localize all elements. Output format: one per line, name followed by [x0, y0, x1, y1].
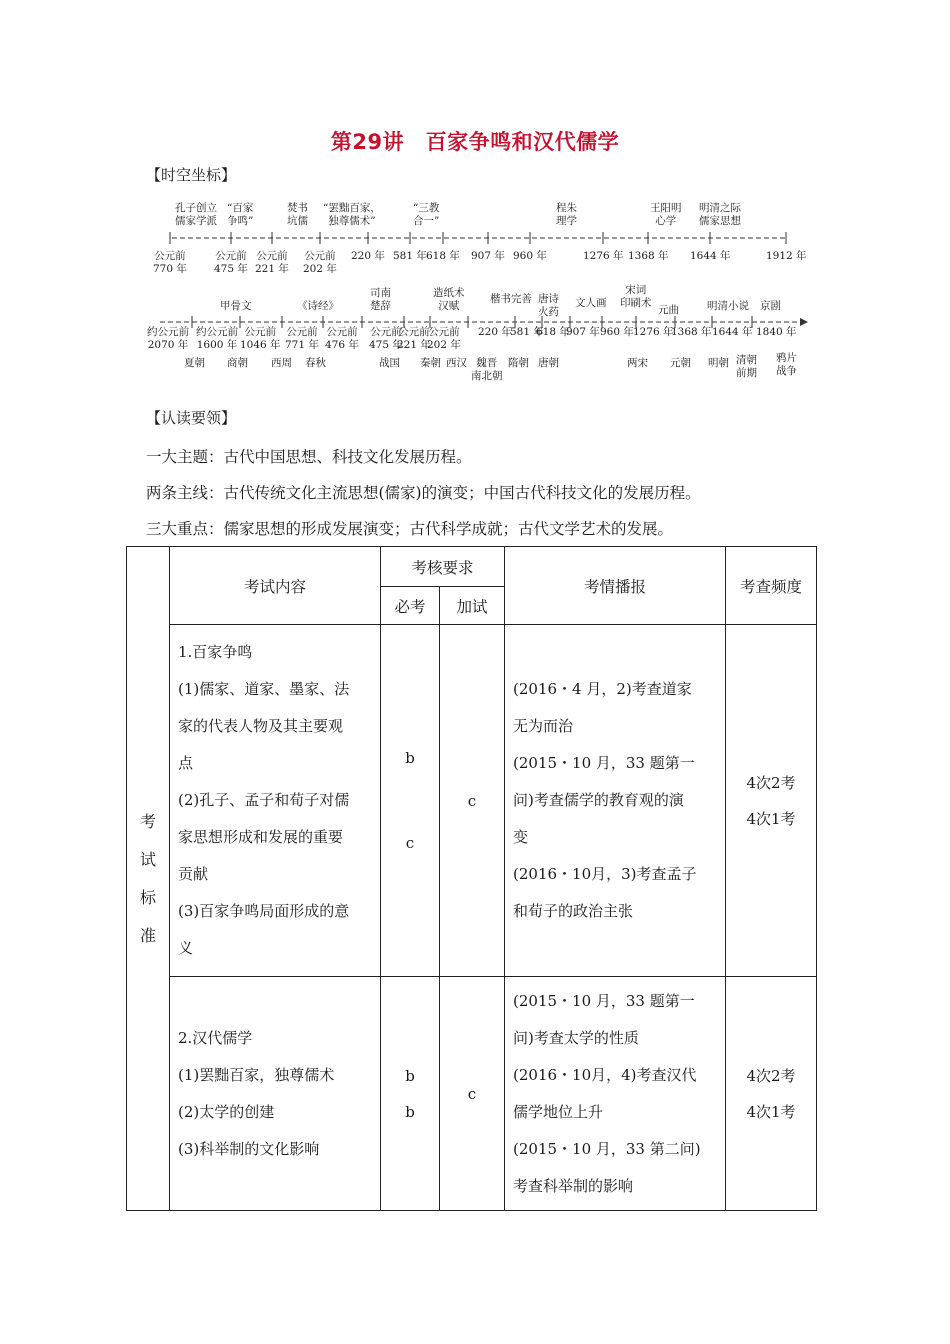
header-requirement: 考核要求: [381, 547, 505, 587]
row2-report-line: (2015・10 月，33 第二问): [513, 1139, 701, 1158]
row2-frequency-line: 4次1考: [746, 1102, 796, 1121]
timeline1-date: 960 年: [513, 250, 547, 262]
row2-content-line: (3)科举制的文化影响: [178, 1139, 320, 1158]
row2-required-value: b: [405, 1066, 415, 1085]
timeline2-date: 1840 年: [756, 326, 797, 338]
row2-content-line: (1)罢黜百家，独尊儒术: [178, 1065, 335, 1084]
timeline1-event: 程朱 理学: [556, 202, 577, 227]
timeline2-dynasty: 明朝: [708, 357, 729, 369]
row1-required: [381, 625, 440, 977]
timeline2-dynasty: 西周: [271, 357, 292, 369]
timeline1-date: 220 年: [351, 250, 385, 262]
timeline2-event: 甲骨文: [220, 300, 252, 312]
header-extra: 加试: [440, 587, 505, 625]
timeline2-dynasty: 秦朝: [420, 357, 441, 369]
main-lines: 两条主线：古代传统文化主流思想(儒家)的演变；中国古代科技文化的发展历程。: [146, 484, 701, 502]
row1-required-value: [381, 793, 439, 808]
timeline1-event: 焚书 坑儒: [287, 202, 308, 227]
row1-content-line: (3)百家争鸣局面形成的意: [178, 902, 350, 920]
row2-report-line: 儒学地位上升: [513, 1102, 604, 1121]
timeline1-date: 1912 年: [766, 250, 807, 262]
timeline2-date: 1644 年: [712, 326, 753, 338]
timeline2-event: 明清小说: [707, 300, 749, 312]
timeline2-date: 618 年: [536, 326, 570, 338]
timeline2-event: 《诗经》: [297, 300, 339, 312]
timeline2-event: 司南 楚辞: [370, 287, 391, 312]
row1-content-line: (2)孔子、孟子和荀子对儒: [178, 791, 350, 809]
key-points: 三大重点：儒家思想的形成发展演变；古代科学成就；古代文学艺术的发展。: [146, 520, 674, 538]
row1-report-line: (2015・10 月，33 题第一: [513, 754, 695, 772]
timeline2-event: 宋词 印刷术: [620, 284, 652, 309]
timeline1-date: 1368 年: [628, 250, 669, 262]
header-report: 考情播报: [505, 547, 726, 625]
side-label: 考 试 标 准: [127, 547, 170, 1211]
page-title: 第29讲 百家争鸣和汉代儒学: [330, 130, 620, 154]
timeline2-date: 581 年: [510, 326, 544, 338]
timeline2-event: 文人画: [575, 297, 607, 309]
timeline2-date: 公元前 476 年: [325, 326, 359, 351]
timeline-culture-axis: [0, 0, 950, 400]
row2-content-line: 2.汉代儒学: [178, 1028, 253, 1047]
row1-extra: c: [440, 625, 505, 977]
row2-required: [381, 977, 440, 1211]
timeline2-dynasty: 清朝 前期: [736, 354, 757, 379]
timeline2-dynasty: 商朝: [227, 357, 248, 369]
timeline2-date: 1276 年: [633, 326, 674, 338]
timeline1-date: 581 年: [393, 250, 427, 262]
row1-content-line: 家的代表人物及其主要观: [178, 717, 344, 735]
timeline1-date: 公元前 221 年: [255, 250, 289, 275]
timeline2-dynasty: 隋朝: [508, 357, 529, 369]
timeline1-date: 907 年: [471, 250, 505, 262]
timeline2-dynasty: 鸦片 战争: [776, 352, 797, 377]
timeline2-date: 1368 年: [671, 326, 712, 338]
timeline-section-heading: 【时空坐标】: [146, 166, 237, 184]
row2-frequency: [726, 977, 817, 1211]
row1-report-line: 问)考查儒学的教育观的演: [513, 791, 684, 809]
timeline2-dynasty: 唐朝: [538, 357, 559, 369]
timeline1-date: 1276 年: [583, 250, 624, 262]
timeline1-date: 1644 年: [690, 250, 731, 262]
timeline1-date: 618 年: [426, 250, 460, 262]
timeline1-event: “三教 合一”: [413, 202, 440, 227]
timeline2-date: 220 年: [478, 326, 512, 338]
timeline2-dynasty: 西汉: [446, 357, 467, 369]
row1-report-line: (2016・4 月，2)考查道家: [513, 680, 692, 698]
timeline2-event: 唐诗 火药: [538, 293, 559, 318]
timeline2-dynasty: 战国: [379, 357, 400, 369]
row1-report-line: 和荀子的政治主张: [513, 902, 634, 920]
row1-frequency-line: 4次2考: [746, 773, 796, 792]
timeline1-date: 公元前 770 年: [153, 250, 187, 275]
row1-report-line: 变: [513, 828, 529, 846]
row1-content-line: 贡献: [178, 865, 209, 883]
timeline2-dynasty: 春秋: [305, 357, 326, 369]
timeline2-date: 公元前 202 年: [427, 326, 461, 351]
timeline1-date: 公元前 475 年: [214, 250, 248, 275]
timeline2-dynasty: 夏朝: [184, 357, 205, 369]
header-required: 必考: [381, 587, 440, 625]
timeline1-date: 公元前 202 年: [303, 250, 337, 275]
timeline2-date: 公元前 1046 年: [240, 326, 281, 351]
row1-frequency: [726, 625, 817, 977]
timeline1-event: 明清之际 儒家思想: [699, 202, 741, 227]
timeline2-event: 元曲: [658, 304, 679, 316]
row2-report-line: (2015・10 月，33 题第一: [513, 991, 695, 1010]
timeline2-date: 907 年: [566, 326, 600, 338]
header-content: 考试内容: [170, 547, 381, 625]
row2-required-value: b: [405, 1102, 415, 1121]
timeline2-event: 楷书完善: [490, 293, 532, 305]
row1-content-line: (1)儒家、道家、墨家、法: [178, 680, 350, 698]
timeline1-event: “罢黜百家， 独尊儒术”: [323, 202, 381, 227]
timeline2-dynasty: 魏晋 南北朝: [471, 357, 503, 382]
row2-content-line: (2)太学的创建: [178, 1102, 275, 1121]
row1-report-line: 无为而治: [513, 717, 574, 735]
row1-content: [170, 625, 381, 977]
row2-report-line: 考查科举制的影响: [513, 1176, 634, 1195]
row1-frequency-line: 4次1考: [746, 809, 796, 828]
row1-required-value: b: [405, 749, 415, 767]
row1-content-line: 家思想形成和发展的重要: [178, 828, 344, 846]
row1-required-value: c: [405, 834, 415, 852]
row1-content-line: 1.百家争鸣: [178, 643, 253, 661]
row1-content-line: 义: [178, 939, 194, 957]
exam-standards-table: [126, 546, 817, 1211]
reading-section-heading: 【认读要领】: [146, 409, 237, 427]
timeline2-date: 公元前 221 年: [397, 326, 431, 351]
timeline2-date: 公元前 771 年: [285, 326, 319, 351]
header-frequency: 考查频度: [726, 547, 817, 625]
timeline2-date: 960 年: [600, 326, 634, 338]
timeline2-dynasty: 两宋: [627, 357, 648, 369]
timeline2-event: 造纸术 汉赋: [433, 287, 465, 312]
timeline2-date: 公元前 475 年: [369, 326, 403, 351]
timeline1-event: 王阳明 心学: [650, 202, 682, 227]
row2-report: [505, 977, 726, 1211]
row1-content-line: 点: [178, 754, 194, 772]
row2-frequency-line: 4次2考: [746, 1066, 796, 1085]
row2-report-line: (2016・10月，4)考查汉代: [513, 1065, 697, 1084]
main-theme: 一大主题：古代中国思想、科技文化发展历程。: [146, 448, 472, 466]
timeline2-dynasty: 元朝: [670, 357, 691, 369]
row2-extra: c: [440, 977, 505, 1211]
row2-content: [170, 977, 381, 1211]
timeline1-event: “百家 争鸣”: [227, 202, 254, 227]
timeline2-date: 约公元前 2070 年: [147, 326, 189, 351]
row2-report-line: 问)考查太学的性质: [513, 1028, 639, 1047]
row1-report-line: (2016・10月，3)考查孟子: [513, 865, 697, 883]
timeline1-event: 孔子创立 儒家学派: [175, 202, 217, 227]
timeline2-date: 约公元前 1600 年: [196, 326, 238, 351]
row1-report: [505, 625, 726, 977]
timeline2-event: 京剧: [760, 300, 781, 312]
